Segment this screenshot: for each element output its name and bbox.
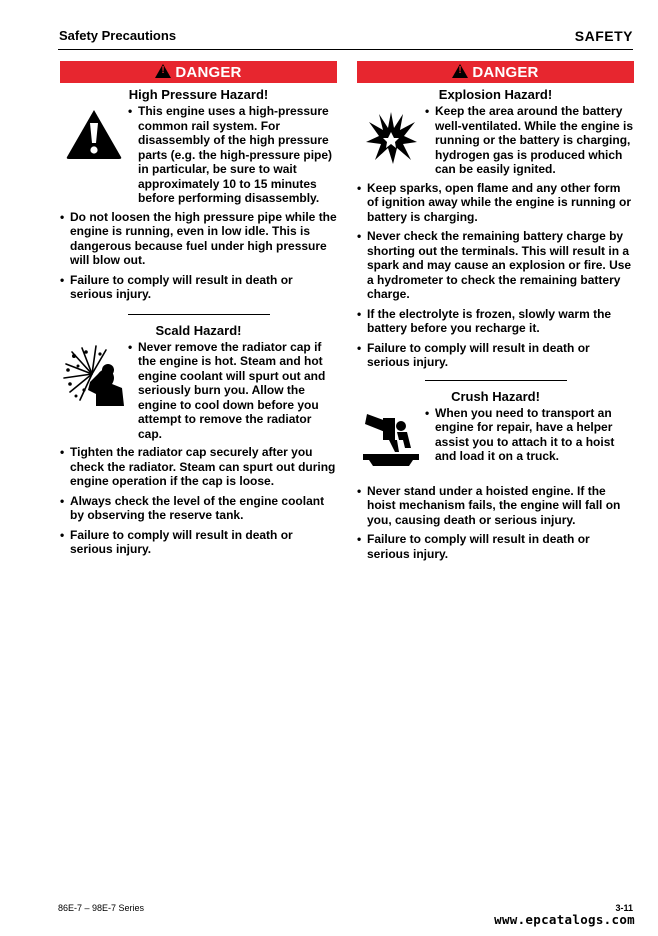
page-header — [58, 27, 633, 50]
hazard-title: Scald Hazard! — [155, 322, 242, 338]
high-pressure-warning-icon — [60, 104, 128, 160]
right-column — [357, 61, 634, 566]
warning-triangle-icon — [452, 64, 468, 78]
left-column — [60, 61, 337, 562]
hazard-bullets — [60, 445, 337, 557]
danger-label: DANGER — [175, 63, 242, 81]
crush-hazard — [357, 389, 634, 562]
footer-series: 86E-7 – 98E-7 Series — [58, 903, 145, 913]
hazard-title: Explosion Hazard! — [438, 87, 553, 102]
hazard-intro — [357, 104, 634, 177]
warning-triangle-icon — [155, 64, 171, 78]
list-item: • Never check the remaining battery charge by shorting out the terminals. This will result in a spark and may cause an explosion or fire. Use a hydrometer to check the remaining battery charge. — [357, 229, 634, 302]
list-item: • Tighten the radiator cap securely after you check the radiator. Steam can spurt out during engine operation if the cap is loose. — [60, 445, 337, 489]
list-item: • Never stand under a hoisted engine. If the hoist mechanism fails, the engine will fall on you, causing death or serious injury. — [357, 484, 634, 528]
intro-bullet: • Keep the area around the battery well-ventilated. While the engine is running or the battery is charging, hydrogen gas is produced which can be easily ignited. — [425, 104, 634, 177]
hazard-bullets — [357, 484, 634, 562]
hazard-intro — [60, 104, 337, 206]
list-item: • Failure to comply will result in death or serious injury. — [357, 532, 634, 561]
divider — [425, 380, 567, 381]
scald-steam-icon — [60, 340, 128, 408]
explosion-hazard — [357, 87, 634, 370]
list-item: • Do not loosen the high pressure pipe while the engine is running, even in low idle. This is dangerous because fuel under high pressure will blow out. — [60, 210, 337, 268]
list-item: • Keep sparks, open flame and any other form of ignition away while the engine is running or battery is charging. — [357, 181, 634, 225]
intro-bullet: • Never remove the radiator cap if the engine is hot. Steam and hot engine coolant will spurt out and seriously burn you. Allow the engine to cool down before you attempt to remove the radiator cap. — [128, 340, 337, 442]
hazard-title: Crush Hazard! — [451, 388, 540, 404]
list-item: • Always check the level of the engine coolant by observing the reserve tank. — [60, 494, 337, 523]
divider — [128, 314, 270, 315]
section-title: Safety Precautions — [59, 28, 177, 43]
page-number: 3-11 — [615, 903, 633, 913]
list-item: • If the electrolyte is frozen, slowly warm the battery before you recharge it. — [357, 307, 634, 336]
hazard-bullets — [60, 210, 337, 302]
high-pressure-hazard — [60, 87, 337, 302]
watermark: www.epcatalogs.com — [494, 912, 635, 927]
danger-label: DANGER — [472, 63, 539, 81]
explosion-icon — [357, 104, 425, 166]
hazard-bullets — [357, 181, 634, 370]
danger-banner — [357, 61, 634, 83]
scald-hazard — [60, 323, 337, 557]
list-item: • Failure to comply will result in death or serious injury. — [60, 528, 337, 557]
intro-bullet: • This engine uses a high-pressure common rail system. For disassembly of the high pressure parts (e.g. the high-pressure pipe) in particular, be sure to wait approximately 10 to 15 minutes before performing disassembly. — [128, 104, 337, 206]
crush-hazard-icon — [357, 406, 425, 466]
hazard-intro — [60, 340, 337, 442]
list-item: • Failure to comply will result in death or serious injury. — [60, 273, 337, 302]
hazard-intro — [357, 406, 634, 466]
hazard-title: High Pressure Hazard! — [128, 87, 269, 102]
intro-bullet: • When you need to transport an engine for repair, have a helper assist you to attach it to a hoist and load it on a truck. — [425, 406, 634, 464]
list-item: • Failure to comply will result in death or serious injury. — [357, 341, 634, 370]
danger-banner — [60, 61, 337, 83]
chapter-title: SAFETY — [574, 28, 633, 44]
